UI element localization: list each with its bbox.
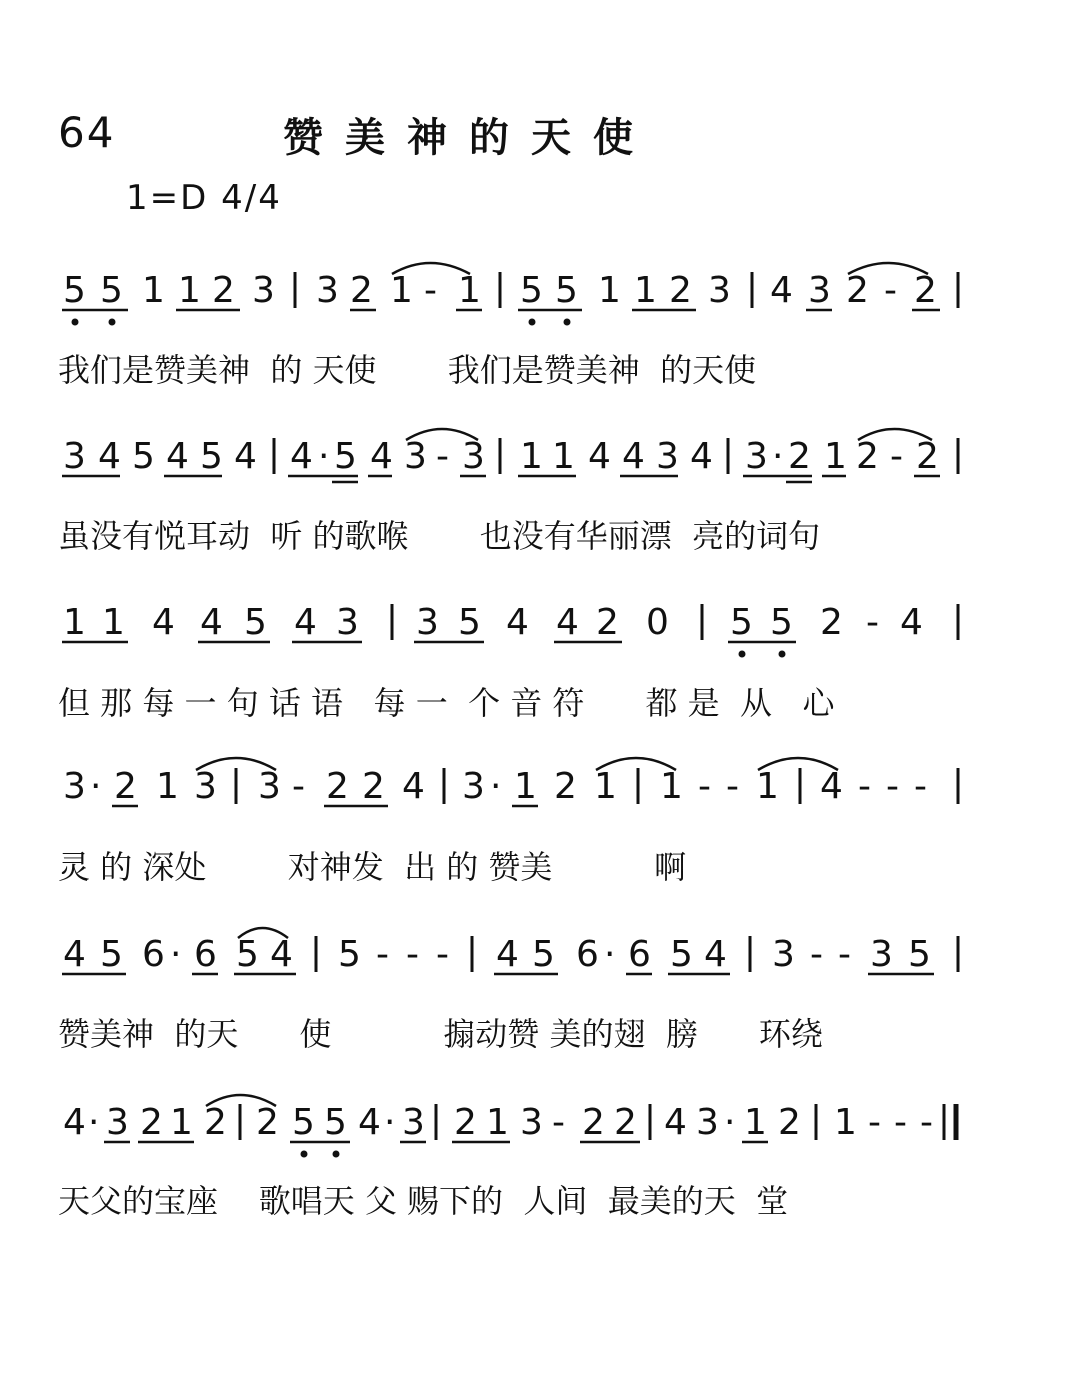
low-octave-dots bbox=[739, 651, 786, 658]
svg-text:1: 1 bbox=[170, 1102, 193, 1143]
svg-text:3: 3 bbox=[708, 270, 731, 311]
svg-text:-: - bbox=[894, 1102, 907, 1143]
svg-text:4: 4 bbox=[770, 270, 793, 311]
svg-text:5: 5 bbox=[730, 602, 753, 643]
svg-text:2: 2 bbox=[582, 1102, 605, 1143]
svg-text:·: · bbox=[384, 1102, 396, 1143]
svg-text:5: 5 bbox=[100, 934, 123, 975]
svg-text:3: 3 bbox=[462, 766, 485, 807]
svg-text:1: 1 bbox=[63, 602, 86, 643]
svg-text:2: 2 bbox=[669, 270, 692, 311]
svg-text:4: 4 bbox=[200, 602, 223, 643]
svg-text:1: 1 bbox=[520, 436, 543, 477]
svg-text:5: 5 bbox=[132, 436, 155, 477]
svg-text:-: - bbox=[920, 1102, 933, 1143]
svg-text:2: 2 bbox=[846, 270, 869, 311]
svg-text:-: - bbox=[884, 270, 897, 311]
svg-text:6: 6 bbox=[628, 934, 651, 975]
svg-text:4: 4 bbox=[166, 436, 189, 477]
svg-text:5: 5 bbox=[63, 270, 86, 311]
svg-text:5: 5 bbox=[236, 934, 259, 975]
svg-text:3: 3 bbox=[402, 1102, 425, 1143]
key-signature: 1=D 4/4 bbox=[126, 178, 282, 218]
svg-text:2: 2 bbox=[350, 270, 373, 311]
svg-text:2: 2 bbox=[256, 1102, 279, 1143]
svg-text:4: 4 bbox=[98, 436, 121, 477]
lyrics-line-1: 我们是赞美神 的 天使 我们是赞美神 的天使 bbox=[58, 351, 757, 389]
svg-text:2: 2 bbox=[554, 766, 577, 807]
svg-text:4: 4 bbox=[556, 602, 579, 643]
svg-text:-: - bbox=[292, 766, 305, 807]
svg-text:2: 2 bbox=[140, 1102, 163, 1143]
svg-text:5: 5 bbox=[200, 436, 223, 477]
svg-text:5: 5 bbox=[334, 436, 357, 477]
svg-text:1: 1 bbox=[660, 766, 683, 807]
svg-text:1: 1 bbox=[178, 270, 201, 311]
svg-text:4: 4 bbox=[900, 602, 923, 643]
svg-text:·: · bbox=[90, 766, 102, 807]
svg-text:2: 2 bbox=[454, 1102, 477, 1143]
svg-text:5: 5 bbox=[670, 934, 693, 975]
svg-text:5: 5 bbox=[908, 934, 931, 975]
svg-text:2: 2 bbox=[212, 270, 235, 311]
svg-text:2: 2 bbox=[204, 1102, 227, 1143]
svg-text:4: 4 bbox=[152, 602, 175, 643]
svg-text:6: 6 bbox=[142, 934, 165, 975]
notes bbox=[63, 602, 923, 643]
svg-text:3: 3 bbox=[808, 270, 831, 311]
svg-text:4: 4 bbox=[690, 436, 713, 477]
svg-text:-: - bbox=[868, 1102, 881, 1143]
svg-text:-: - bbox=[726, 766, 739, 807]
svg-text:4: 4 bbox=[496, 934, 519, 975]
svg-text:5: 5 bbox=[338, 934, 361, 975]
svg-text:4: 4 bbox=[820, 766, 843, 807]
song-title: 赞美神的天使 bbox=[283, 115, 655, 161]
svg-text:1: 1 bbox=[756, 766, 779, 807]
svg-text:3: 3 bbox=[870, 934, 893, 975]
svg-text:3: 3 bbox=[106, 1102, 129, 1143]
lyrics-line-3: 但 那 每 一 句 话 语 每 一 个 音 符 都 是 从 心 bbox=[58, 684, 835, 722]
svg-text:5: 5 bbox=[532, 934, 555, 975]
svg-text:1: 1 bbox=[458, 270, 481, 311]
svg-text:3: 3 bbox=[772, 934, 795, 975]
svg-text:3: 3 bbox=[462, 436, 485, 477]
svg-text:3: 3 bbox=[316, 270, 339, 311]
svg-text:·: · bbox=[318, 436, 330, 477]
svg-text:-: - bbox=[838, 934, 851, 975]
svg-text:-: - bbox=[376, 934, 389, 975]
svg-text:1: 1 bbox=[486, 1102, 509, 1143]
low-octave-dots bbox=[301, 1151, 340, 1158]
svg-text:2: 2 bbox=[788, 436, 811, 477]
svg-text:4: 4 bbox=[63, 1102, 86, 1143]
svg-text:·: · bbox=[604, 934, 616, 975]
svg-text:2: 2 bbox=[916, 436, 939, 477]
lyrics-line-4: 灵 的 深处 对神发 出 的 赞美 啊 bbox=[58, 848, 687, 886]
svg-text:3: 3 bbox=[696, 1102, 719, 1143]
svg-text:5: 5 bbox=[100, 270, 123, 311]
svg-text:-: - bbox=[866, 602, 879, 643]
svg-text:2: 2 bbox=[914, 270, 937, 311]
lyrics-line-2: 虽没有悦耳动 听 的歌喉 也没有华丽漂 亮的词句 bbox=[58, 517, 821, 555]
svg-text:·: · bbox=[170, 934, 182, 975]
svg-text:4: 4 bbox=[506, 602, 529, 643]
svg-text:-: - bbox=[886, 766, 899, 807]
svg-text:5: 5 bbox=[244, 602, 267, 643]
svg-text:-: - bbox=[424, 270, 437, 311]
svg-text:·: · bbox=[772, 436, 784, 477]
svg-text:-: - bbox=[858, 766, 871, 807]
svg-text:-: - bbox=[436, 436, 449, 477]
notes bbox=[63, 934, 931, 975]
svg-text:5: 5 bbox=[520, 270, 543, 311]
svg-text:5: 5 bbox=[292, 1102, 315, 1143]
underlines bbox=[62, 476, 940, 482]
svg-text:2: 2 bbox=[362, 766, 385, 807]
svg-text:3: 3 bbox=[520, 1102, 543, 1143]
svg-text:3: 3 bbox=[745, 436, 768, 477]
svg-text:-: - bbox=[406, 934, 419, 975]
svg-text:1: 1 bbox=[514, 766, 537, 807]
svg-text:3: 3 bbox=[404, 436, 427, 477]
svg-text:2: 2 bbox=[614, 1102, 637, 1143]
svg-text:1: 1 bbox=[634, 270, 657, 311]
song-number: 64 bbox=[58, 108, 116, 157]
svg-text:1: 1 bbox=[390, 270, 413, 311]
svg-text:-: - bbox=[436, 934, 449, 975]
lyrics-line-5: 赞美神 的天 使 搧动赞 美的翅 膀 环绕 bbox=[58, 1015, 823, 1053]
svg-text:4: 4 bbox=[294, 602, 317, 643]
svg-text:·: · bbox=[724, 1102, 736, 1143]
notes bbox=[63, 766, 927, 807]
svg-text:3: 3 bbox=[252, 270, 275, 311]
svg-text:4: 4 bbox=[704, 934, 727, 975]
svg-text:3: 3 bbox=[416, 602, 439, 643]
svg-text:3: 3 bbox=[194, 766, 217, 807]
svg-text:1: 1 bbox=[156, 766, 179, 807]
svg-text:1: 1 bbox=[834, 1102, 857, 1143]
low-octave-dots bbox=[72, 319, 571, 326]
svg-text:0: 0 bbox=[646, 602, 669, 643]
svg-text:4: 4 bbox=[63, 934, 86, 975]
svg-text:-: - bbox=[552, 1102, 565, 1143]
svg-text:5: 5 bbox=[555, 270, 578, 311]
svg-text:2: 2 bbox=[778, 1102, 801, 1143]
svg-text:2: 2 bbox=[856, 436, 879, 477]
svg-text:-: - bbox=[698, 766, 711, 807]
svg-text:3: 3 bbox=[336, 602, 359, 643]
svg-text:4: 4 bbox=[402, 766, 425, 807]
svg-text:4: 4 bbox=[270, 934, 293, 975]
svg-text:-: - bbox=[914, 766, 927, 807]
svg-text:1: 1 bbox=[598, 270, 621, 311]
svg-text:1: 1 bbox=[744, 1102, 767, 1143]
svg-text:4: 4 bbox=[234, 436, 257, 477]
svg-text:4: 4 bbox=[664, 1102, 687, 1143]
svg-text:4: 4 bbox=[622, 436, 645, 477]
svg-text:3: 3 bbox=[258, 766, 281, 807]
svg-text:2: 2 bbox=[114, 766, 137, 807]
svg-text:·: · bbox=[88, 1102, 100, 1143]
svg-text:2: 2 bbox=[596, 602, 619, 643]
svg-text:3: 3 bbox=[656, 436, 679, 477]
svg-text:1: 1 bbox=[142, 270, 165, 311]
svg-text:6: 6 bbox=[194, 934, 217, 975]
svg-text:-: - bbox=[890, 436, 903, 477]
svg-text:5: 5 bbox=[324, 1102, 347, 1143]
lyrics-line-6: 天父的宝座 歌唱天 父 赐下的 人间 最美的天 堂 bbox=[58, 1182, 789, 1220]
svg-text:5: 5 bbox=[770, 602, 793, 643]
svg-text:·: · bbox=[490, 766, 502, 807]
svg-text:1: 1 bbox=[824, 436, 847, 477]
svg-text:3: 3 bbox=[63, 766, 86, 807]
svg-text:3: 3 bbox=[63, 436, 86, 477]
svg-text:-: - bbox=[810, 934, 823, 975]
svg-text:6: 6 bbox=[576, 934, 599, 975]
svg-text:4: 4 bbox=[370, 436, 393, 477]
svg-text:4: 4 bbox=[358, 1102, 381, 1143]
svg-text:4: 4 bbox=[588, 436, 611, 477]
svg-text:2: 2 bbox=[326, 766, 349, 807]
notes bbox=[63, 1102, 933, 1143]
svg-text:1: 1 bbox=[594, 766, 617, 807]
svg-text:5: 5 bbox=[458, 602, 481, 643]
svg-text:1: 1 bbox=[552, 436, 575, 477]
svg-text:2: 2 bbox=[820, 602, 843, 643]
svg-text:1: 1 bbox=[102, 602, 125, 643]
svg-text:4: 4 bbox=[290, 436, 313, 477]
